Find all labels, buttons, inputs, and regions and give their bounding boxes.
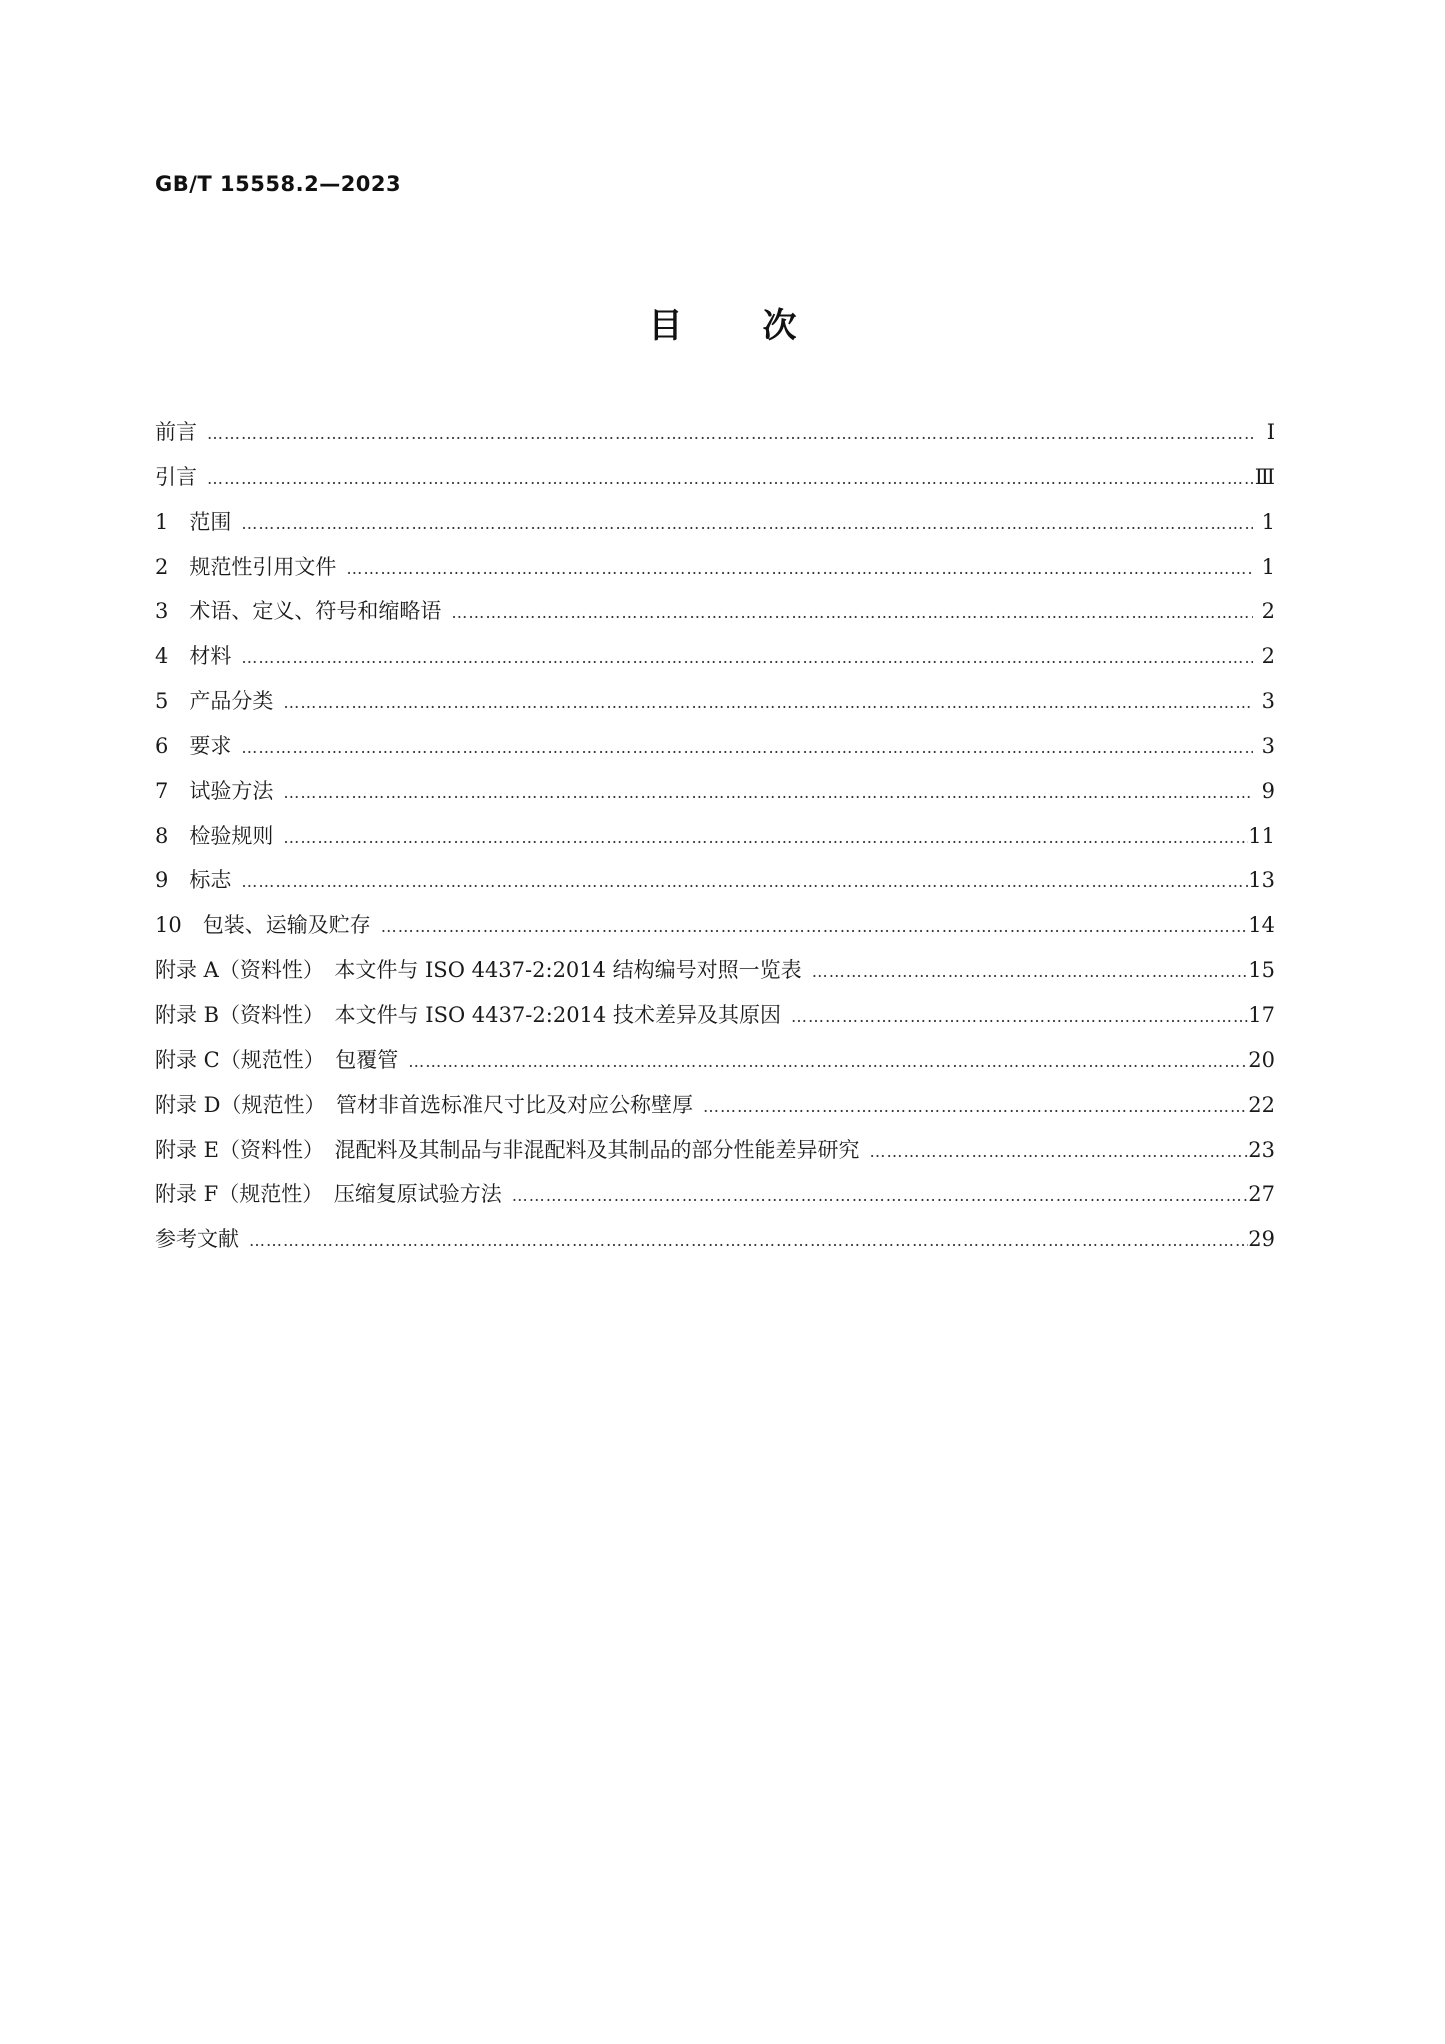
toc-entry-label: 附录 C（规范性） 包覆管 — [155, 1047, 399, 1072]
toc-entry-page: Ⅰ — [1266, 420, 1275, 444]
toc-leader-dots — [235, 726, 1253, 771]
toc-entry[interactable] — [155, 455, 1275, 500]
toc-entry-page: Ⅲ — [1254, 464, 1275, 489]
toc-entry[interactable] — [155, 679, 1275, 724]
toc-entry-page: 2 — [1261, 599, 1275, 624]
toc-entry-label: 附录 E（资料性） 混配料及其制品与非混配料及其制品的部分性能差异研究 — [155, 1137, 860, 1162]
toc-entry-label: 2 规范性引用文件 — [155, 554, 337, 579]
table-of-contents — [155, 410, 1275, 1262]
toc-leader-dots — [235, 636, 1253, 681]
toc-entry-label: 参考文献 — [155, 1227, 239, 1252]
toc-entry-label: 10 包装、运输及贮存 — [155, 913, 371, 938]
toc-leader-dots — [235, 860, 1248, 905]
toc-entry-page: 13 — [1248, 868, 1275, 893]
toc-entry-label: 4 材料 — [155, 644, 232, 669]
toc-entry-label: 6 要求 — [155, 733, 232, 758]
toc-leader-dots — [277, 816, 1248, 861]
toc-entry-page: 23 — [1248, 1137, 1275, 1162]
toc-entry-label: 引言 — [155, 464, 197, 489]
toc-entry-page: 3 — [1261, 689, 1275, 714]
toc-entry-label: 附录 D（规范性） 管材非首选标准尺寸比及对应公称壁厚 — [155, 1092, 694, 1117]
toc-entry-label: 附录 F（规范性） 压缩复原试验方法 — [155, 1182, 502, 1207]
toc-entry-page: 2 — [1261, 644, 1275, 669]
toc-entry-page: 1 — [1261, 554, 1275, 579]
toc-entry-page: 9 — [1261, 778, 1275, 803]
toc-leader-dots — [697, 1085, 1248, 1130]
toc-leader-dots — [201, 457, 1253, 502]
toc-entry[interactable] — [155, 1083, 1275, 1128]
toc-leader-dots — [806, 950, 1249, 995]
toc-entry-page: 3 — [1261, 733, 1275, 758]
toc-leader-dots — [864, 1130, 1249, 1175]
toc-entry-label: 1 范围 — [155, 509, 232, 534]
toc-leader-dots — [235, 502, 1253, 547]
toc-title: 目次 — [648, 306, 877, 346]
toc-entry[interactable] — [155, 1128, 1275, 1173]
toc-leader-dots — [201, 412, 1253, 457]
toc-entry-page: 27 — [1248, 1182, 1275, 1207]
toc-leader-dots — [277, 771, 1253, 816]
toc-leader-dots — [277, 681, 1253, 726]
toc-entry-label: 8 检验规则 — [155, 823, 274, 848]
toc-entry[interactable] — [155, 589, 1275, 634]
toc-leader-dots — [445, 591, 1253, 636]
toc-entry[interactable] — [155, 814, 1275, 859]
toc-entry-label: 附录 A（资料性） 本文件与 ISO 4437-2:2014 结构编号对照一览表 — [155, 958, 802, 983]
toc-entry[interactable] — [155, 1172, 1275, 1217]
toc-entry[interactable] — [155, 903, 1275, 948]
toc-leader-dots — [243, 1219, 1248, 1264]
toc-entry-label: 9 标志 — [155, 868, 232, 893]
toc-entry-label: 附录 B（资料性） 本文件与 ISO 4437-2:2014 技术差异及其原因 — [155, 1002, 781, 1027]
toc-entry[interactable] — [155, 993, 1275, 1038]
toc-entry[interactable] — [155, 1217, 1275, 1262]
toc-entry-label: 5 产品分类 — [155, 689, 274, 714]
toc-entry[interactable] — [155, 948, 1275, 993]
toc-entry[interactable] — [155, 858, 1275, 903]
toc-entry[interactable] — [155, 724, 1275, 769]
toc-entry-label: 7 试验方法 — [155, 778, 274, 803]
toc-entry-label: 3 术语、定义、符号和缩略语 — [155, 599, 442, 624]
toc-entry-page: 1 — [1261, 509, 1275, 534]
toc-entry-page: 29 — [1248, 1227, 1275, 1252]
toc-entry[interactable] — [155, 545, 1275, 590]
toc-entry-page: 15 — [1248, 958, 1275, 983]
toc-leader-dots — [785, 995, 1248, 1040]
toc-entry[interactable] — [155, 634, 1275, 679]
toc-entry-page: 11 — [1248, 823, 1275, 848]
toc-entry[interactable] — [155, 769, 1275, 814]
toc-entry-page: 22 — [1248, 1092, 1275, 1117]
toc-entry[interactable] — [155, 410, 1275, 455]
toc-leader-dots — [506, 1174, 1249, 1219]
toc-entry[interactable] — [155, 500, 1275, 545]
toc-entry-label: 前言 — [155, 420, 197, 444]
toc-entry-page: 20 — [1248, 1047, 1275, 1072]
toc-entry-page: 14 — [1248, 913, 1275, 938]
document-code: GB/T 15558.2—2023 — [155, 172, 402, 196]
toc-entry-page: 17 — [1248, 1002, 1275, 1027]
toc-leader-dots — [375, 905, 1249, 950]
toc-entry[interactable] — [155, 1038, 1275, 1083]
toc-leader-dots — [340, 547, 1253, 592]
toc-leader-dots — [402, 1040, 1248, 1085]
